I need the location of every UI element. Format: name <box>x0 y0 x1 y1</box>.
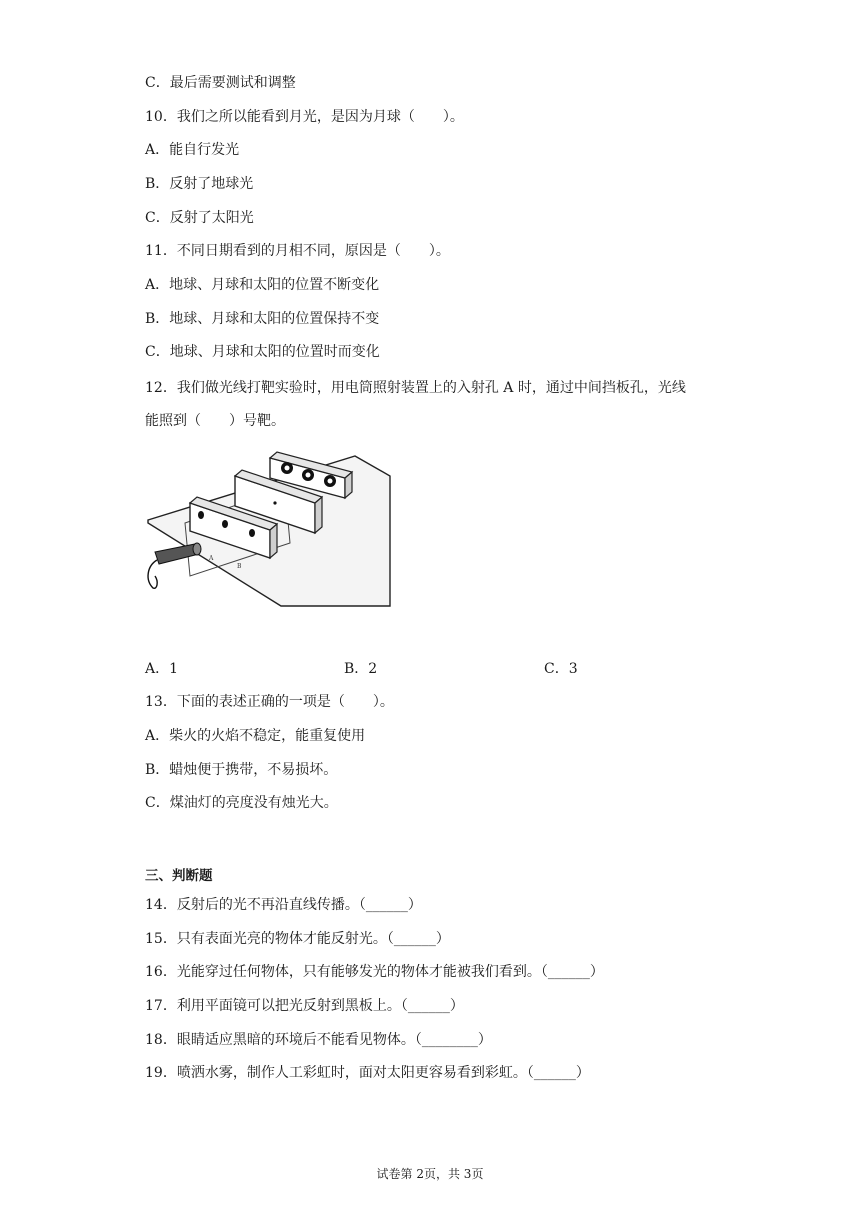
q13-option-b: B．蜡烛便于携带，不易损坏。 <box>145 762 338 778</box>
q13-option-a: A．柴火的火焰不稳定，能重复使用 <box>145 728 366 744</box>
q12-stem-line1: 12．我们做光线打靶实验时，用电筒照射装置上的入射孔 A 时，通过中间挡板孔，光线 <box>145 380 686 396</box>
judge-item-17: 17．利用平面镜可以把光反射到黑板上。（______） <box>145 998 464 1014</box>
q10-stem: 10．我们之所以能看到月光，是因为月球（ ）。 <box>145 109 464 125</box>
q12-option-a: A．1 <box>145 661 179 677</box>
judge-item-19: 19．喷洒水雾，制作人工彩虹时，面对太阳更容易看到彩虹。（______） <box>145 1065 590 1081</box>
section-title-judgement: 三、判断题 <box>145 868 213 884</box>
judge-item-14: 14．反射后的光不再沿直线传播。（______） <box>145 897 422 913</box>
q10-option-b: B．反射了地球光 <box>145 176 254 192</box>
q11-stem: 11．不同日期看到的月相不同，原因是（ ）。 <box>145 243 450 259</box>
judge-item-18: 18．眼睛适应黑暗的环境后不能看见物体。（________） <box>145 1032 492 1048</box>
light-target-apparatus-figure <box>145 448 395 608</box>
q12-option-b: B．2 <box>344 661 378 677</box>
svg-text:B: B <box>237 563 242 570</box>
judge-item-15: 15．只有表面光亮的物体才能反射光。（______） <box>145 931 450 947</box>
q11-option-c: C．地球、月球和太阳的位置时而变化 <box>145 344 380 360</box>
q12-stem-line2: 能照到（ ）号靶。 <box>145 413 285 429</box>
q11-option-a: A．地球、月球和太阳的位置不断变化 <box>145 277 380 293</box>
page-footer: 试卷第 2页，共 3页 <box>376 1167 484 1181</box>
q10-option-a: A．能自行发光 <box>145 142 240 158</box>
svg-text:A: A <box>209 555 214 562</box>
q9-option-c: C．最后需要测试和调整 <box>145 75 296 91</box>
q10-option-c: C．反射了太阳光 <box>145 210 254 226</box>
judge-item-16: 16．光能穿过任何物体，只有能够发光的物体才能被我们看到。（______） <box>145 964 604 980</box>
q13-option-c: C．煤油灯的亮度没有烛光大。 <box>145 795 338 811</box>
q11-option-b: B．地球、月球和太阳的位置保持不变 <box>145 311 380 327</box>
q12-option-c: C．3 <box>544 661 578 677</box>
q13-stem: 13．下面的表述正确的一项是（ ）。 <box>145 694 394 710</box>
